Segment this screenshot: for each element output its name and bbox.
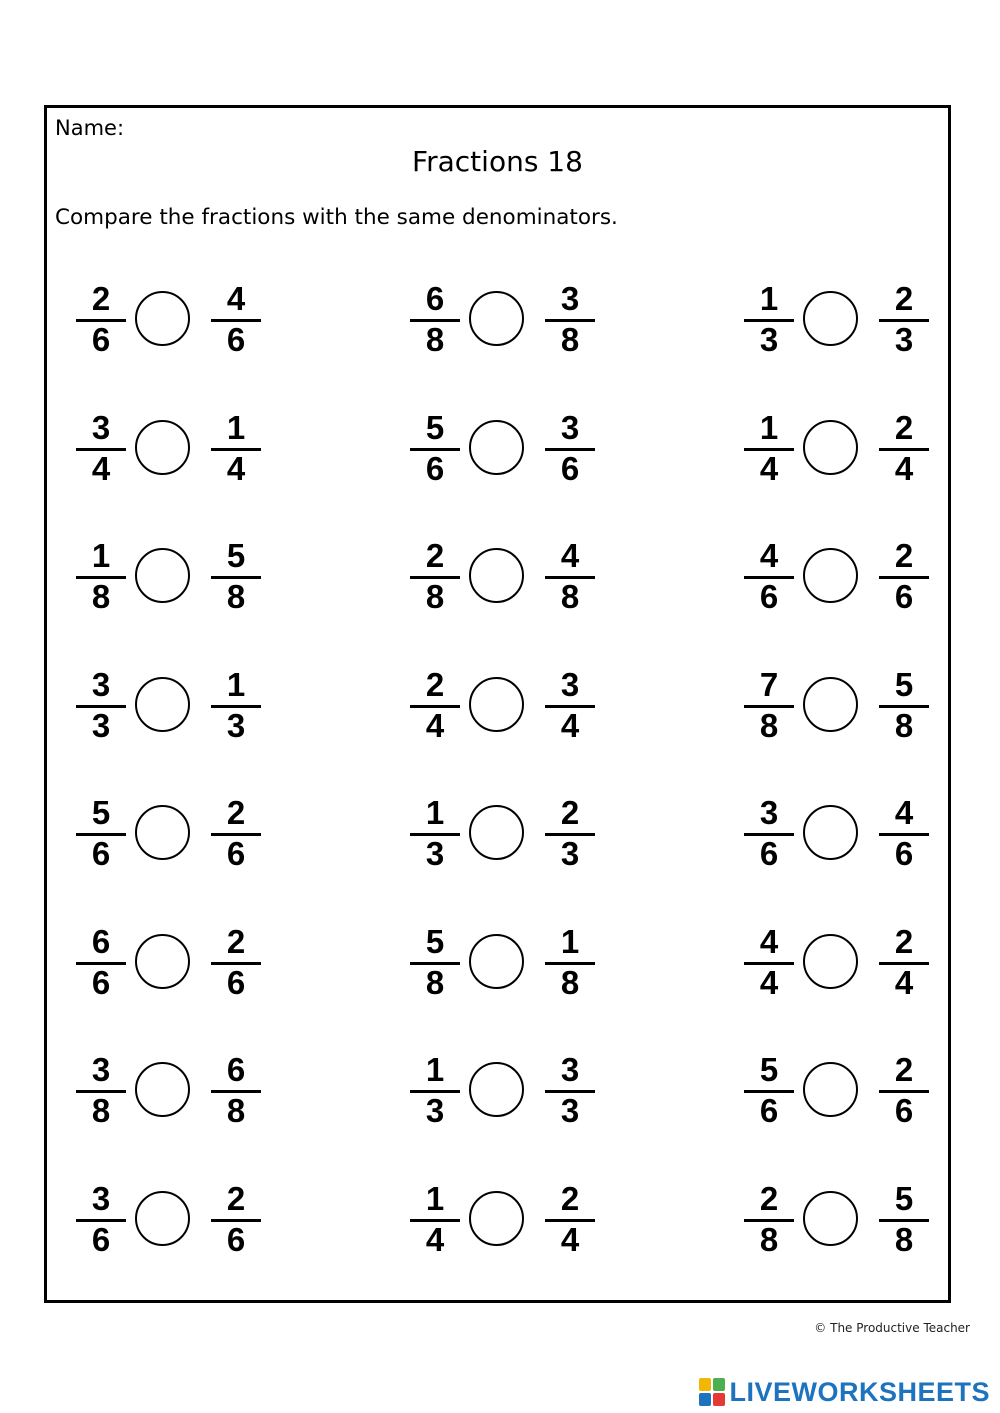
answer-circle[interactable] bbox=[135, 1191, 190, 1246]
numerator: 5 bbox=[894, 665, 914, 703]
right-fraction bbox=[878, 409, 930, 489]
answer-circle[interactable] bbox=[469, 420, 524, 475]
comparison-problem bbox=[743, 794, 943, 874]
comparison-problem bbox=[75, 794, 275, 874]
denominator: 8 bbox=[91, 1092, 111, 1129]
right-fraction bbox=[544, 409, 596, 489]
comparison-problem bbox=[743, 280, 943, 360]
right-fraction bbox=[210, 923, 262, 1003]
denominator: 6 bbox=[425, 449, 445, 487]
right-fraction bbox=[878, 1180, 930, 1260]
numerator: 5 bbox=[226, 537, 246, 574]
numerator: 2 bbox=[894, 408, 914, 446]
brand-icon bbox=[699, 1378, 725, 1406]
numerator: 4 bbox=[759, 922, 779, 960]
answer-circle[interactable] bbox=[469, 1191, 524, 1246]
comparison-problem bbox=[75, 666, 275, 746]
answer-circle[interactable] bbox=[803, 805, 858, 860]
numerator: 2 bbox=[91, 280, 111, 317]
numerator: 1 bbox=[560, 922, 580, 960]
denominator: 8 bbox=[759, 1220, 779, 1258]
right-fraction bbox=[544, 794, 596, 874]
left-fraction bbox=[75, 280, 127, 360]
right-fraction bbox=[210, 537, 262, 617]
answer-circle[interactable] bbox=[469, 548, 524, 603]
left-fraction bbox=[409, 280, 461, 360]
copyright-text: © The Productive Teacher bbox=[814, 1321, 970, 1335]
denominator: 3 bbox=[759, 321, 779, 358]
numerator: 2 bbox=[425, 665, 445, 703]
left-fraction bbox=[75, 666, 127, 746]
numerator: 1 bbox=[425, 794, 445, 831]
comparison-problem bbox=[409, 1180, 609, 1260]
numerator: 3 bbox=[91, 665, 111, 703]
right-fraction bbox=[878, 537, 930, 617]
page-title: Fractions 18 bbox=[412, 145, 583, 178]
liveworksheets-logo bbox=[699, 1376, 990, 1408]
numerator: 3 bbox=[560, 665, 580, 703]
left-fraction bbox=[75, 1051, 127, 1131]
denominator: 8 bbox=[425, 321, 445, 358]
denominator: 4 bbox=[91, 449, 111, 487]
right-fraction bbox=[544, 1180, 596, 1260]
numerator: 1 bbox=[425, 1051, 445, 1088]
right-fraction bbox=[544, 1051, 596, 1131]
denominator: 4 bbox=[226, 449, 246, 487]
numerator: 2 bbox=[226, 794, 246, 831]
denominator: 4 bbox=[425, 706, 445, 744]
right-fraction bbox=[878, 666, 930, 746]
left-fraction bbox=[409, 1051, 461, 1131]
left-fraction bbox=[743, 1180, 795, 1260]
answer-circle[interactable] bbox=[469, 805, 524, 860]
right-fraction bbox=[878, 1051, 930, 1131]
left-fraction bbox=[409, 537, 461, 617]
numerator: 6 bbox=[226, 1051, 246, 1088]
comparison-problem bbox=[743, 1051, 943, 1131]
comparison-problem bbox=[409, 409, 609, 489]
left-fraction bbox=[409, 409, 461, 489]
numerator: 2 bbox=[759, 1179, 779, 1217]
denominator: 8 bbox=[560, 321, 580, 358]
left-fraction bbox=[75, 409, 127, 489]
right-fraction bbox=[210, 1180, 262, 1260]
brand-name: LIVEWORKSHEETS bbox=[729, 1376, 990, 1407]
numerator: 5 bbox=[759, 1051, 779, 1088]
right-fraction bbox=[210, 409, 262, 489]
comparison-problem bbox=[743, 666, 943, 746]
denominator: 6 bbox=[759, 578, 779, 615]
right-fraction bbox=[878, 280, 930, 360]
answer-circle[interactable] bbox=[803, 677, 858, 732]
logo-square bbox=[699, 1393, 711, 1406]
denominator: 6 bbox=[226, 1220, 246, 1258]
comparison-problem bbox=[75, 1051, 275, 1131]
numerator: 5 bbox=[425, 408, 445, 446]
numerator: 2 bbox=[560, 794, 580, 831]
comparison-problem bbox=[743, 1180, 943, 1260]
comparison-problem bbox=[409, 794, 609, 874]
left-fraction bbox=[75, 923, 127, 1003]
numerator: 2 bbox=[226, 1179, 246, 1217]
denominator: 6 bbox=[226, 321, 246, 358]
answer-circle[interactable] bbox=[469, 934, 524, 989]
answer-circle[interactable] bbox=[135, 548, 190, 603]
answer-circle[interactable] bbox=[803, 548, 858, 603]
denominator: 8 bbox=[226, 578, 246, 615]
answer-circle[interactable] bbox=[135, 1062, 190, 1117]
worksheet-frame bbox=[44, 105, 951, 1303]
numerator: 2 bbox=[894, 1051, 914, 1088]
right-fraction bbox=[544, 666, 596, 746]
right-fraction bbox=[210, 280, 262, 360]
numerator: 3 bbox=[91, 1051, 111, 1088]
answer-circle[interactable] bbox=[135, 934, 190, 989]
denominator: 4 bbox=[759, 449, 779, 487]
comparison-problem bbox=[75, 280, 275, 360]
denominator: 3 bbox=[91, 706, 111, 744]
denominator: 4 bbox=[560, 1220, 580, 1258]
denominator: 6 bbox=[91, 963, 111, 1001]
denominator: 8 bbox=[91, 578, 111, 615]
denominator: 6 bbox=[759, 1092, 779, 1129]
numerator: 1 bbox=[759, 408, 779, 446]
logo-square bbox=[713, 1393, 725, 1406]
denominator: 6 bbox=[894, 835, 914, 872]
left-fraction bbox=[409, 1180, 461, 1260]
denominator: 8 bbox=[425, 963, 445, 1001]
left-fraction bbox=[409, 666, 461, 746]
denominator: 8 bbox=[894, 706, 914, 744]
comparison-problem bbox=[75, 1180, 275, 1260]
denominator: 3 bbox=[425, 835, 445, 872]
left-fraction bbox=[75, 537, 127, 617]
numerator: 3 bbox=[560, 1051, 580, 1088]
denominator: 3 bbox=[560, 835, 580, 872]
left-fraction bbox=[75, 1180, 127, 1260]
numerator: 6 bbox=[91, 922, 111, 960]
right-fraction bbox=[210, 794, 262, 874]
left-fraction bbox=[743, 537, 795, 617]
left-fraction bbox=[743, 280, 795, 360]
numerator: 3 bbox=[560, 280, 580, 317]
right-fraction bbox=[878, 923, 930, 1003]
comparison-problem bbox=[743, 923, 943, 1003]
numerator: 2 bbox=[894, 537, 914, 574]
denominator: 4 bbox=[894, 963, 914, 1001]
numerator: 2 bbox=[894, 922, 914, 960]
denominator: 8 bbox=[894, 1220, 914, 1258]
left-fraction bbox=[743, 1051, 795, 1131]
right-fraction bbox=[878, 794, 930, 874]
numerator: 2 bbox=[560, 1179, 580, 1217]
denominator: 8 bbox=[759, 706, 779, 744]
numerator: 3 bbox=[91, 408, 111, 446]
left-fraction bbox=[743, 923, 795, 1003]
left-fraction bbox=[409, 923, 461, 1003]
instructions: Compare the fractions with the same denominators. bbox=[55, 205, 618, 230]
comparison-problem bbox=[75, 923, 275, 1003]
numerator: 4 bbox=[894, 794, 914, 831]
denominator: 8 bbox=[425, 578, 445, 615]
answer-circle[interactable] bbox=[803, 1191, 858, 1246]
denominator: 6 bbox=[91, 835, 111, 872]
denominator: 4 bbox=[425, 1220, 445, 1258]
comparison-problem bbox=[409, 666, 609, 746]
numerator: 5 bbox=[91, 794, 111, 831]
denominator: 8 bbox=[560, 963, 580, 1001]
right-fraction bbox=[210, 1051, 262, 1131]
denominator: 4 bbox=[560, 706, 580, 744]
comparison-problem bbox=[409, 280, 609, 360]
denominator: 6 bbox=[894, 578, 914, 615]
numerator: 3 bbox=[91, 1179, 111, 1217]
right-fraction bbox=[544, 280, 596, 360]
numerator: 1 bbox=[226, 665, 246, 703]
denominator: 6 bbox=[226, 963, 246, 1001]
logo-square bbox=[713, 1378, 725, 1391]
answer-circle[interactable] bbox=[135, 677, 190, 732]
answer-circle[interactable] bbox=[135, 420, 190, 475]
denominator: 8 bbox=[226, 1092, 246, 1129]
denominator: 6 bbox=[894, 1092, 914, 1129]
numerator: 2 bbox=[226, 922, 246, 960]
numerator: 4 bbox=[759, 537, 779, 574]
left-fraction bbox=[75, 794, 127, 874]
comparison-problem bbox=[409, 537, 609, 617]
denominator: 6 bbox=[226, 835, 246, 872]
denominator: 3 bbox=[226, 706, 246, 744]
numerator: 1 bbox=[226, 408, 246, 446]
numerator: 6 bbox=[425, 280, 445, 317]
answer-circle[interactable] bbox=[803, 291, 858, 346]
denominator: 4 bbox=[759, 963, 779, 1001]
comparison-problem bbox=[409, 1051, 609, 1131]
numerator: 3 bbox=[759, 794, 779, 831]
numerator: 5 bbox=[425, 922, 445, 960]
numerator: 2 bbox=[425, 537, 445, 574]
numerator: 2 bbox=[894, 280, 914, 317]
denominator: 3 bbox=[560, 1092, 580, 1129]
answer-circle[interactable] bbox=[803, 1062, 858, 1117]
numerator: 1 bbox=[91, 537, 111, 574]
logo-square bbox=[699, 1378, 711, 1391]
answer-circle[interactable] bbox=[803, 420, 858, 475]
comparison-problem bbox=[409, 923, 609, 1003]
left-fraction bbox=[409, 794, 461, 874]
denominator: 3 bbox=[425, 1092, 445, 1129]
right-fraction bbox=[210, 666, 262, 746]
answer-circle[interactable] bbox=[469, 677, 524, 732]
answer-circle[interactable] bbox=[803, 934, 858, 989]
left-fraction bbox=[743, 666, 795, 746]
denominator: 8 bbox=[560, 578, 580, 615]
answer-circle[interactable] bbox=[469, 291, 524, 346]
left-fraction bbox=[743, 794, 795, 874]
comparison-problem bbox=[743, 409, 943, 489]
right-fraction bbox=[544, 537, 596, 617]
denominator: 6 bbox=[759, 835, 779, 872]
denominator: 3 bbox=[894, 321, 914, 358]
numerator: 1 bbox=[759, 280, 779, 317]
right-fraction bbox=[544, 923, 596, 1003]
numerator: 7 bbox=[759, 665, 779, 703]
numerator: 1 bbox=[425, 1179, 445, 1217]
name-label: Name: bbox=[55, 116, 125, 140]
denominator: 6 bbox=[91, 321, 111, 358]
denominator: 6 bbox=[560, 449, 580, 487]
answer-circle[interactable] bbox=[135, 291, 190, 346]
answer-circle[interactable] bbox=[135, 805, 190, 860]
comparison-problem bbox=[75, 537, 275, 617]
comparison-problem bbox=[743, 537, 943, 617]
denominator: 6 bbox=[91, 1220, 111, 1258]
left-fraction bbox=[743, 409, 795, 489]
numerator: 3 bbox=[560, 408, 580, 446]
answer-circle[interactable] bbox=[469, 1062, 524, 1117]
numerator: 5 bbox=[894, 1179, 914, 1217]
numerator: 4 bbox=[560, 537, 580, 574]
denominator: 4 bbox=[894, 449, 914, 487]
numerator: 4 bbox=[226, 280, 246, 317]
comparison-problem bbox=[75, 409, 275, 489]
